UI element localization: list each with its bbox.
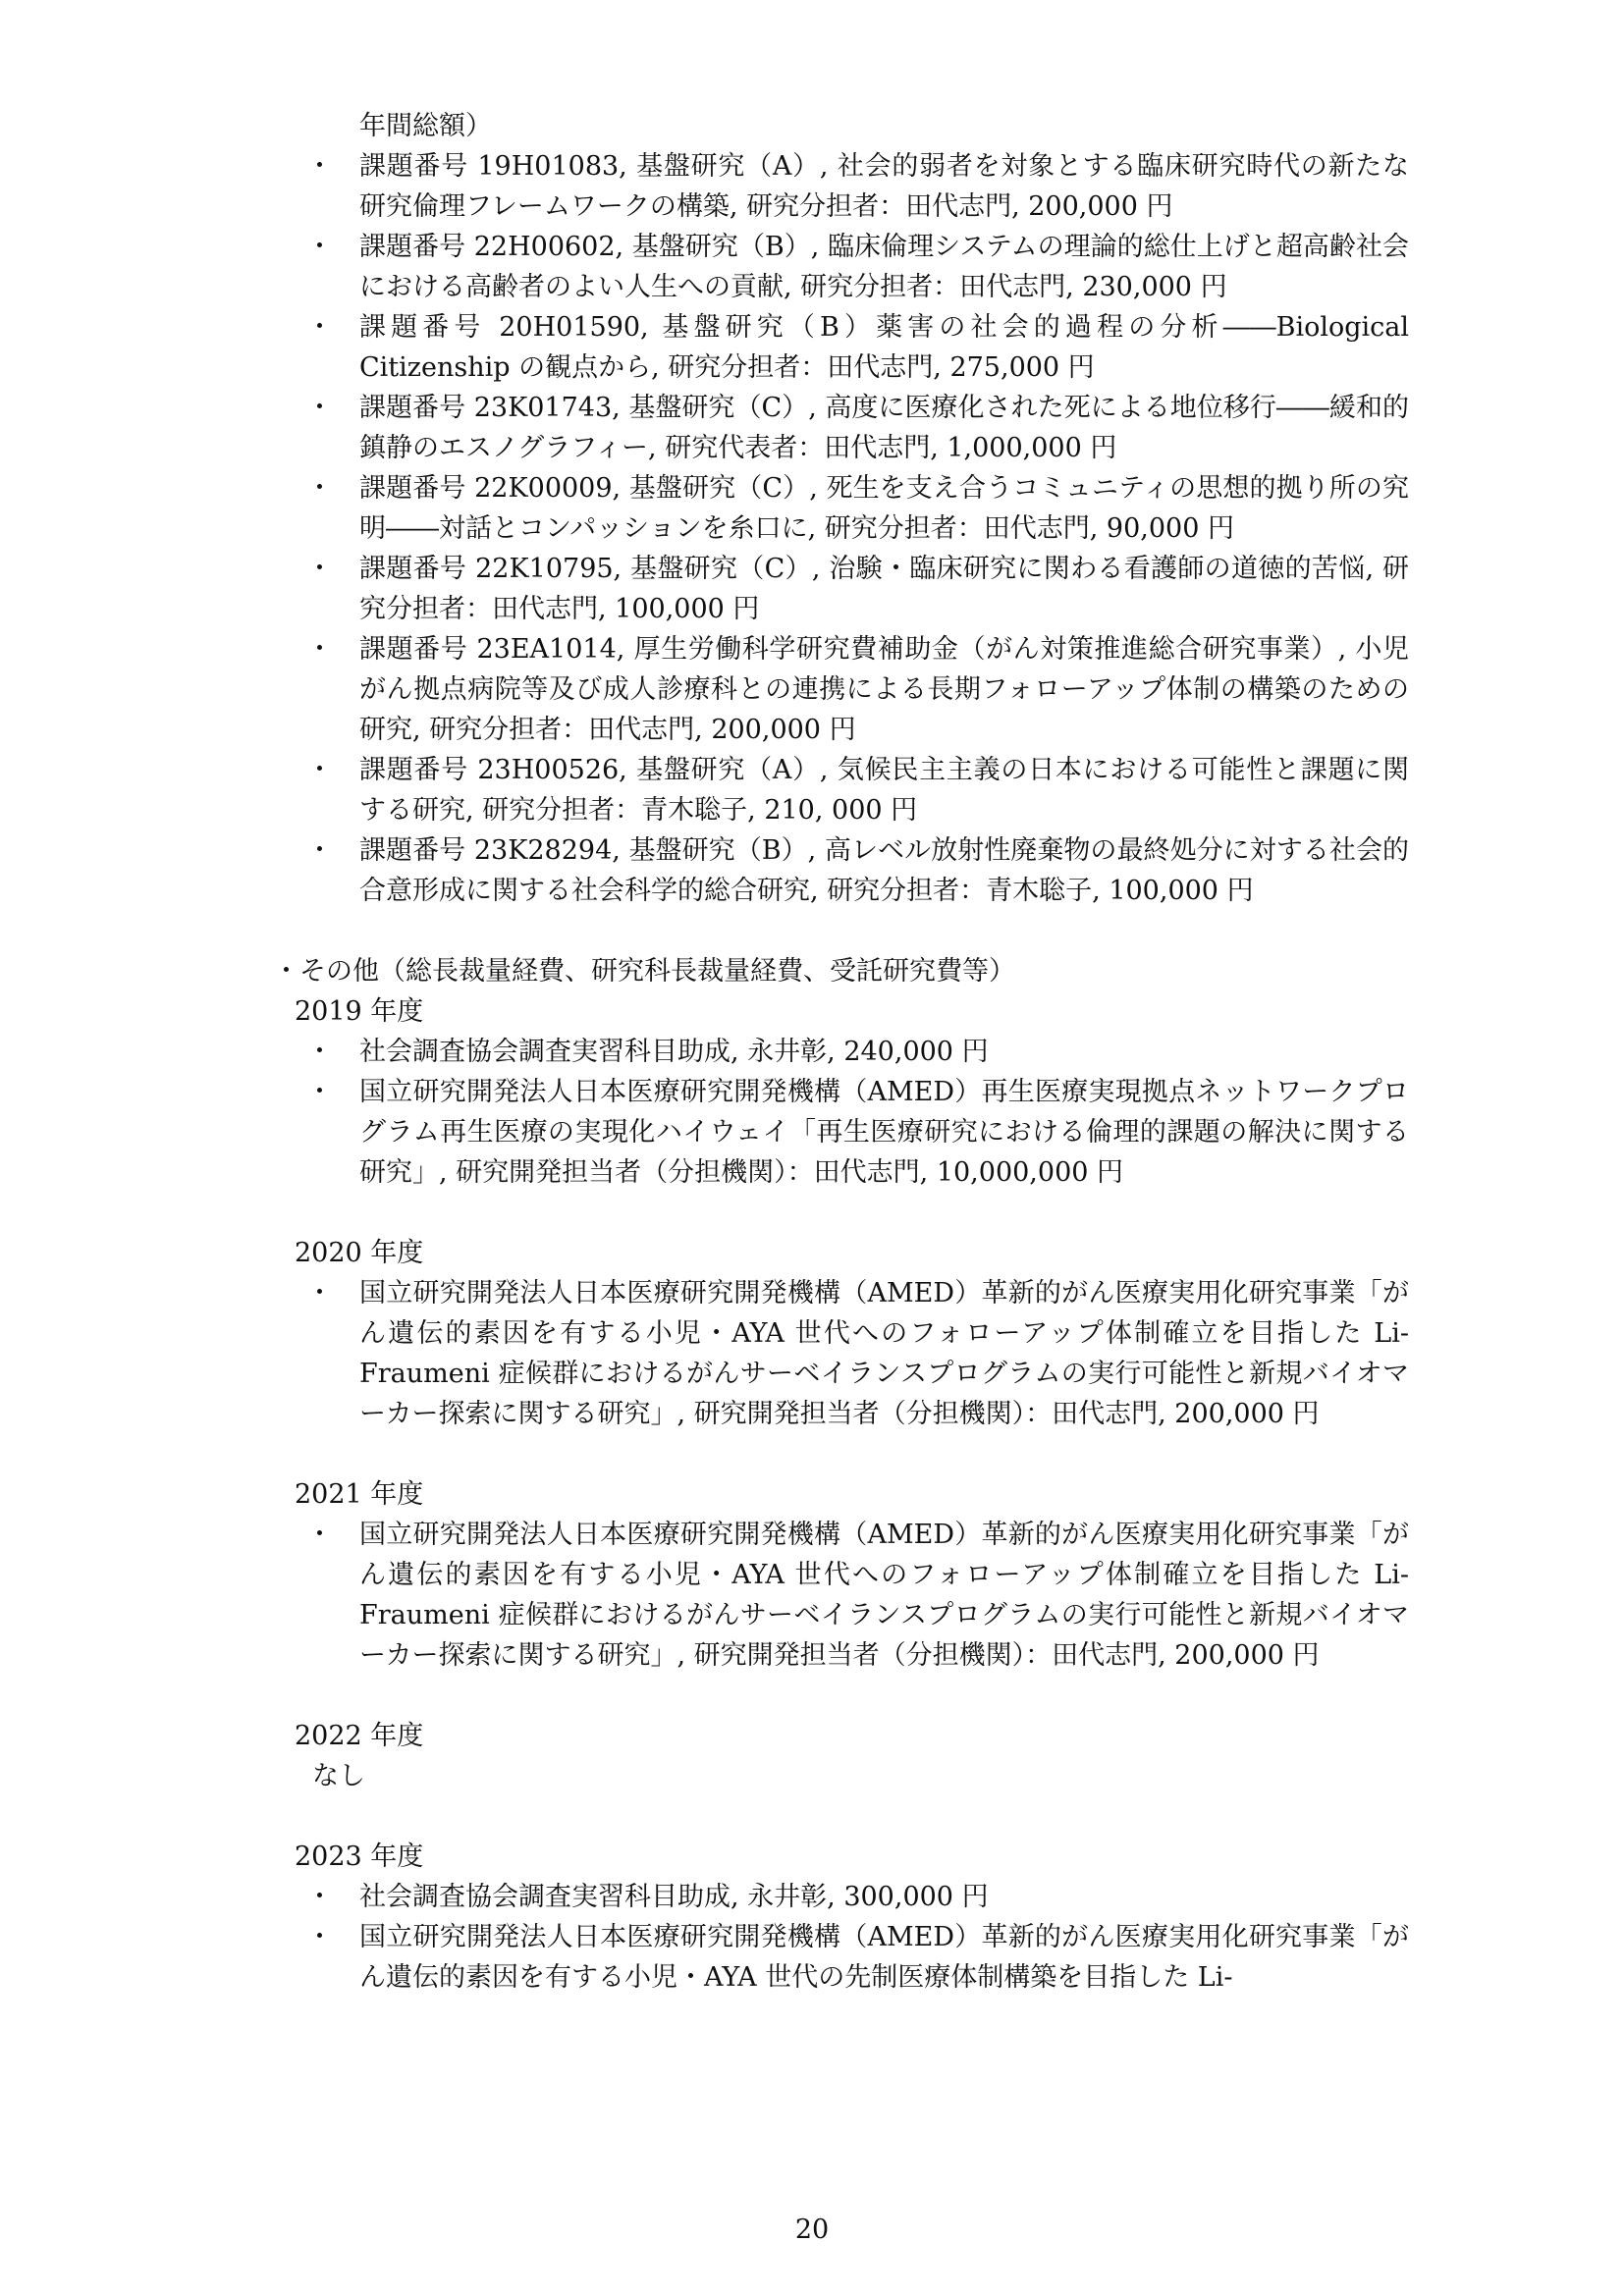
kaken-list (295, 146, 1409, 911)
list-item: ・ 課題番号 22K10795, 基盤研究（C）, 治験・臨床研究に関わる看護師の道徳的苦悩, 研究分担者：田代志門, 100,000 円 (295, 549, 1409, 629)
year-2020-list (295, 1273, 1409, 1434)
bullet-mark: ・ (306, 232, 333, 262)
none-text: なし (312, 1761, 365, 1791)
list-item: ・ 社会調査協会調査実習科目助成, 永井彰, 240,000 円 (295, 1032, 1409, 1072)
bullet-mark: ・ (306, 1922, 333, 1952)
year-heading-2022: 2022 年度 (295, 1721, 424, 1751)
list-item: ・ 課題番号 23K01743, 基盤研究（C）, 高度に医療化された死による地位移行――緩和的鎮静のエスノグラフィー, 研究代表者：田代志門, 1,000,000 円 (295, 388, 1409, 468)
bullet-mark: ・ (306, 1037, 333, 1067)
bullet-mark: ・ (306, 1077, 333, 1107)
year-heading-2023: 2023 年度 (295, 1842, 424, 1872)
list-item: ・ 国立研究開発法人日本医療研究開発機構（AMED）革新的がん医療実用化研究事業「がん遺伝的素因を有する小児・AYA 世代の先制医療体制構築を目指した Li- (295, 1917, 1409, 1998)
list-item: ・ 課題番号 19H01083, 基盤研究（A）, 社会的弱者を対象とする臨床研究時代の新たな研究倫理フレームワークの構築, 研究分担者：田代志門, 200,000 円 (295, 146, 1409, 227)
year-heading-2021: 2021 年度 (295, 1479, 424, 1510)
bullet-mark: ・ (306, 835, 333, 866)
bullet-mark: ・ (306, 312, 333, 343)
list-item: ・ 課題番号 20H01590, 基盤研究（B）薬害の社会的過程の分析――Biological Citizenship の観点から, 研究分担者：田代志門, 275,000 円 (295, 307, 1409, 388)
year-heading-2019: 2019 年度 (295, 996, 424, 1027)
bullet-mark: ・ (306, 554, 333, 584)
year-2021-list (295, 1515, 1409, 1676)
section-heading-other: ・その他（総長裁量経費、研究科長裁量経費、受託研究費等） (273, 956, 1015, 987)
bullet-mark: ・ (306, 1278, 333, 1308)
bullet-mark: ・ (306, 151, 333, 182)
year-2019-list (295, 1032, 1409, 1193)
bullet-mark: ・ (306, 393, 333, 423)
bullet-mark: ・ (306, 755, 333, 785)
list-item: ・ 課題番号 22K00009, 基盤研究（C）, 死生を支え合うコミュニティの思想的拠り所の究明――対話とコンパッションを糸口に, 研究分担者：田代志門, 90,000 円 (295, 468, 1409, 549)
list-item: ・ 国立研究開発法人日本医療研究開発機構（AMED）革新的がん医療実用化研究事業「がん遺伝的素因を有する小児・AYA 世代へのフォローアップ体制確立を目指した Li- Fraumeni 症候群におけるがんサーベイランスプログラムの実行可能性と新規バイオマーカー探索に関する研究」, 研究開発担当者（分担機関）：田代志門, 200,000 円 (295, 1515, 1409, 1676)
list-item: ・ 課題番号 23EA1014, 厚生労働科学研究費補助金（がん対策推進総合研究事業）, 小児がん拠点病院等及び成人診療科との連携による長期フォローアップ体制の構築のための研究, 研究分担者：田代志門, 200,000 円 (295, 629, 1409, 750)
list-item: ・ 課題番号 22H00602, 基盤研究（B）, 臨床倫理システムの理論的総仕上げと超高齢社会における高齢者のよい人生への貢献, 研究分担者：田代志門, 230,000 円 (295, 227, 1409, 307)
list-item: ・ 課題番号 23H00526, 基盤研究（A）, 気候民主主義の日本における可能性と課題に関する研究, 研究分担者：青木聡子, 210, 000 円 (295, 750, 1409, 830)
bullet-mark: ・ (306, 1520, 333, 1550)
continuation-text: 年間総額） (359, 111, 492, 141)
page-number: 20 (794, 2215, 830, 2245)
page-content (273, 106, 1409, 1998)
list-item: ・ 国立研究開発法人日本医療研究開発機構（AMED）再生医療実現拠点ネットワークプログラム再生医療の実現化ハイウェイ「再生医療研究における倫理的課題の解決に関する研究」, 研究開発担当者（分担機関）：田代志門, 10,000,000 円 (295, 1072, 1409, 1193)
year-heading-2020: 2020 年度 (295, 1238, 424, 1268)
list-item: ・ 社会調査協会調査実習科目助成, 永井彰, 300,000 円 (295, 1877, 1409, 1917)
list-item: ・ 課題番号 23K28294, 基盤研究（B）, 高レベル放射性廃棄物の最終処分に対する社会的合意形成に関する社会科学的総合研究, 研究分担者：青木聡子, 100,000 円 (295, 830, 1409, 911)
bullet-mark: ・ (306, 473, 333, 504)
year-2023-list (295, 1877, 1409, 1998)
list-item: ・ 国立研究開発法人日本医療研究開発機構（AMED）革新的がん医療実用化研究事業「がん遺伝的素因を有する小児・AYA 世代へのフォローアップ体制確立を目指した Li- Fraumeni 症候群におけるがんサーベイランスプログラムの実行可能性と新規バイオマーカー探索に関する研究」, 研究開発担当者（分担機関）：田代志門, 200,000 円 (295, 1273, 1409, 1434)
bullet-mark: ・ (306, 1882, 333, 1912)
bullet-mark: ・ (306, 634, 333, 665)
